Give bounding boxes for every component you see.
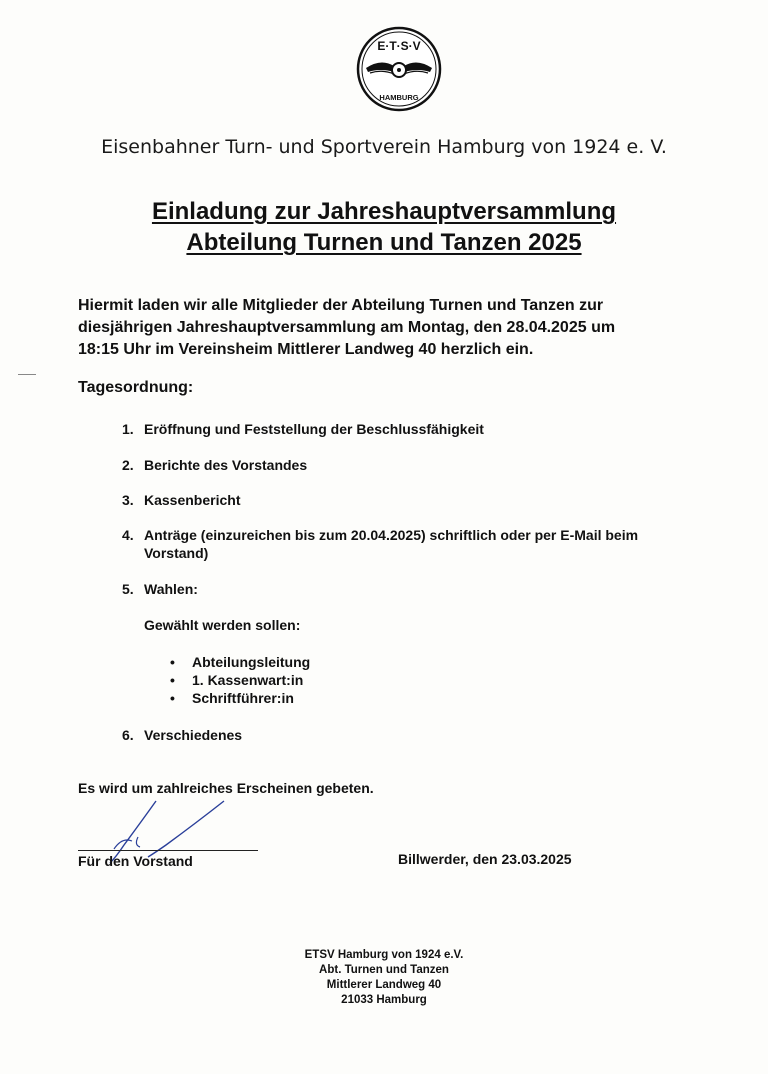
etsv-logo xyxy=(356,26,442,112)
agenda-item-text-line-1: Anträge (einzureichen bis zum 20.04.2025) schriftlich oder per E-Mail beim xyxy=(144,527,639,543)
agenda-item-text-line-2: Vorstand) xyxy=(144,545,209,561)
agenda-item-text xyxy=(144,526,704,562)
election-bullet xyxy=(170,653,310,671)
intro-line-3: 18:15 Uhr im Vereinsheim Mittlerer Landweg 40 herzlich ein. xyxy=(78,341,534,358)
agenda-item-text: Eröffnung und Feststellung der Beschlussfähigkeit xyxy=(144,421,484,437)
footer-address xyxy=(0,948,768,1008)
bullet-icon: • xyxy=(170,654,175,670)
signature-line xyxy=(78,850,258,851)
agenda-item-number: 2. xyxy=(122,457,134,473)
election-text: Schriftführer:in xyxy=(192,690,294,706)
election-text: Abteilungsleitung xyxy=(192,654,311,670)
election-bullet xyxy=(170,671,303,689)
footer-line-1: ETSV Hamburg von 1924 e.V. xyxy=(304,949,464,961)
elections-subheading: Gewählt werden sollen: xyxy=(144,617,301,633)
title-line-2: Abteilung Turnen und Tanzen 2025 xyxy=(186,229,582,256)
logo-top-text: E·T·S·V xyxy=(377,39,421,53)
bullet-icon: • xyxy=(170,672,175,688)
signature-caption: Für den Vorstand xyxy=(78,853,193,869)
election-bullet xyxy=(170,689,294,707)
bullet-icon: • xyxy=(170,690,175,706)
agenda-item xyxy=(122,456,704,474)
agenda-item-text: Verschiedenes xyxy=(144,727,243,743)
agenda-item-number: 1. xyxy=(122,421,134,437)
agenda-item-number: 4. xyxy=(122,527,134,543)
agenda-item xyxy=(122,580,704,598)
title-line-1: Einladung zur Jahreshauptversammlung xyxy=(151,198,617,225)
agenda-item xyxy=(122,491,704,509)
agenda-item xyxy=(122,420,704,438)
agenda-item-number: 5. xyxy=(122,581,134,597)
agenda-item-text: Wahlen: xyxy=(144,581,198,597)
logo-bottom-text: HAMBURG xyxy=(379,93,419,102)
agenda-item xyxy=(122,526,704,562)
agenda-item-text: Kassenbericht xyxy=(144,492,241,508)
agenda-item xyxy=(122,726,704,744)
place-and-date: Billwerder, den 23.03.2025 xyxy=(398,851,572,867)
club-name: Eisenbahner Turn- und Sportverein Hamburg von 1924 e. V. xyxy=(101,136,667,158)
footer-line-4: 21033 Hamburg xyxy=(341,994,427,1006)
intro-line-1: Hiermit laden wir alle Mitglieder der Abteilung Turnen und Tanzen zur xyxy=(78,297,604,314)
footer-line-3: Mittlerer Landweg 40 xyxy=(326,979,442,991)
agenda-item-number: 3. xyxy=(122,492,134,508)
intro-line-2: diesjährigen Jahreshauptversammlung am Montag, den 28.04.2025 um xyxy=(78,319,616,336)
election-text: 1. Kassenwart:in xyxy=(192,672,304,688)
footer-line-2: Abt. Turnen und Tanzen xyxy=(319,964,449,976)
agenda-item-number: 6. xyxy=(122,727,134,743)
margin-mark xyxy=(18,374,36,375)
agenda-heading: Tagesordnung: xyxy=(78,379,194,396)
closing-sentence: Es wird um zahlreiches Erscheinen gebeten. xyxy=(78,780,374,796)
agenda-item-text: Berichte des Vorstandes xyxy=(144,457,308,473)
intro-paragraph xyxy=(78,295,718,361)
